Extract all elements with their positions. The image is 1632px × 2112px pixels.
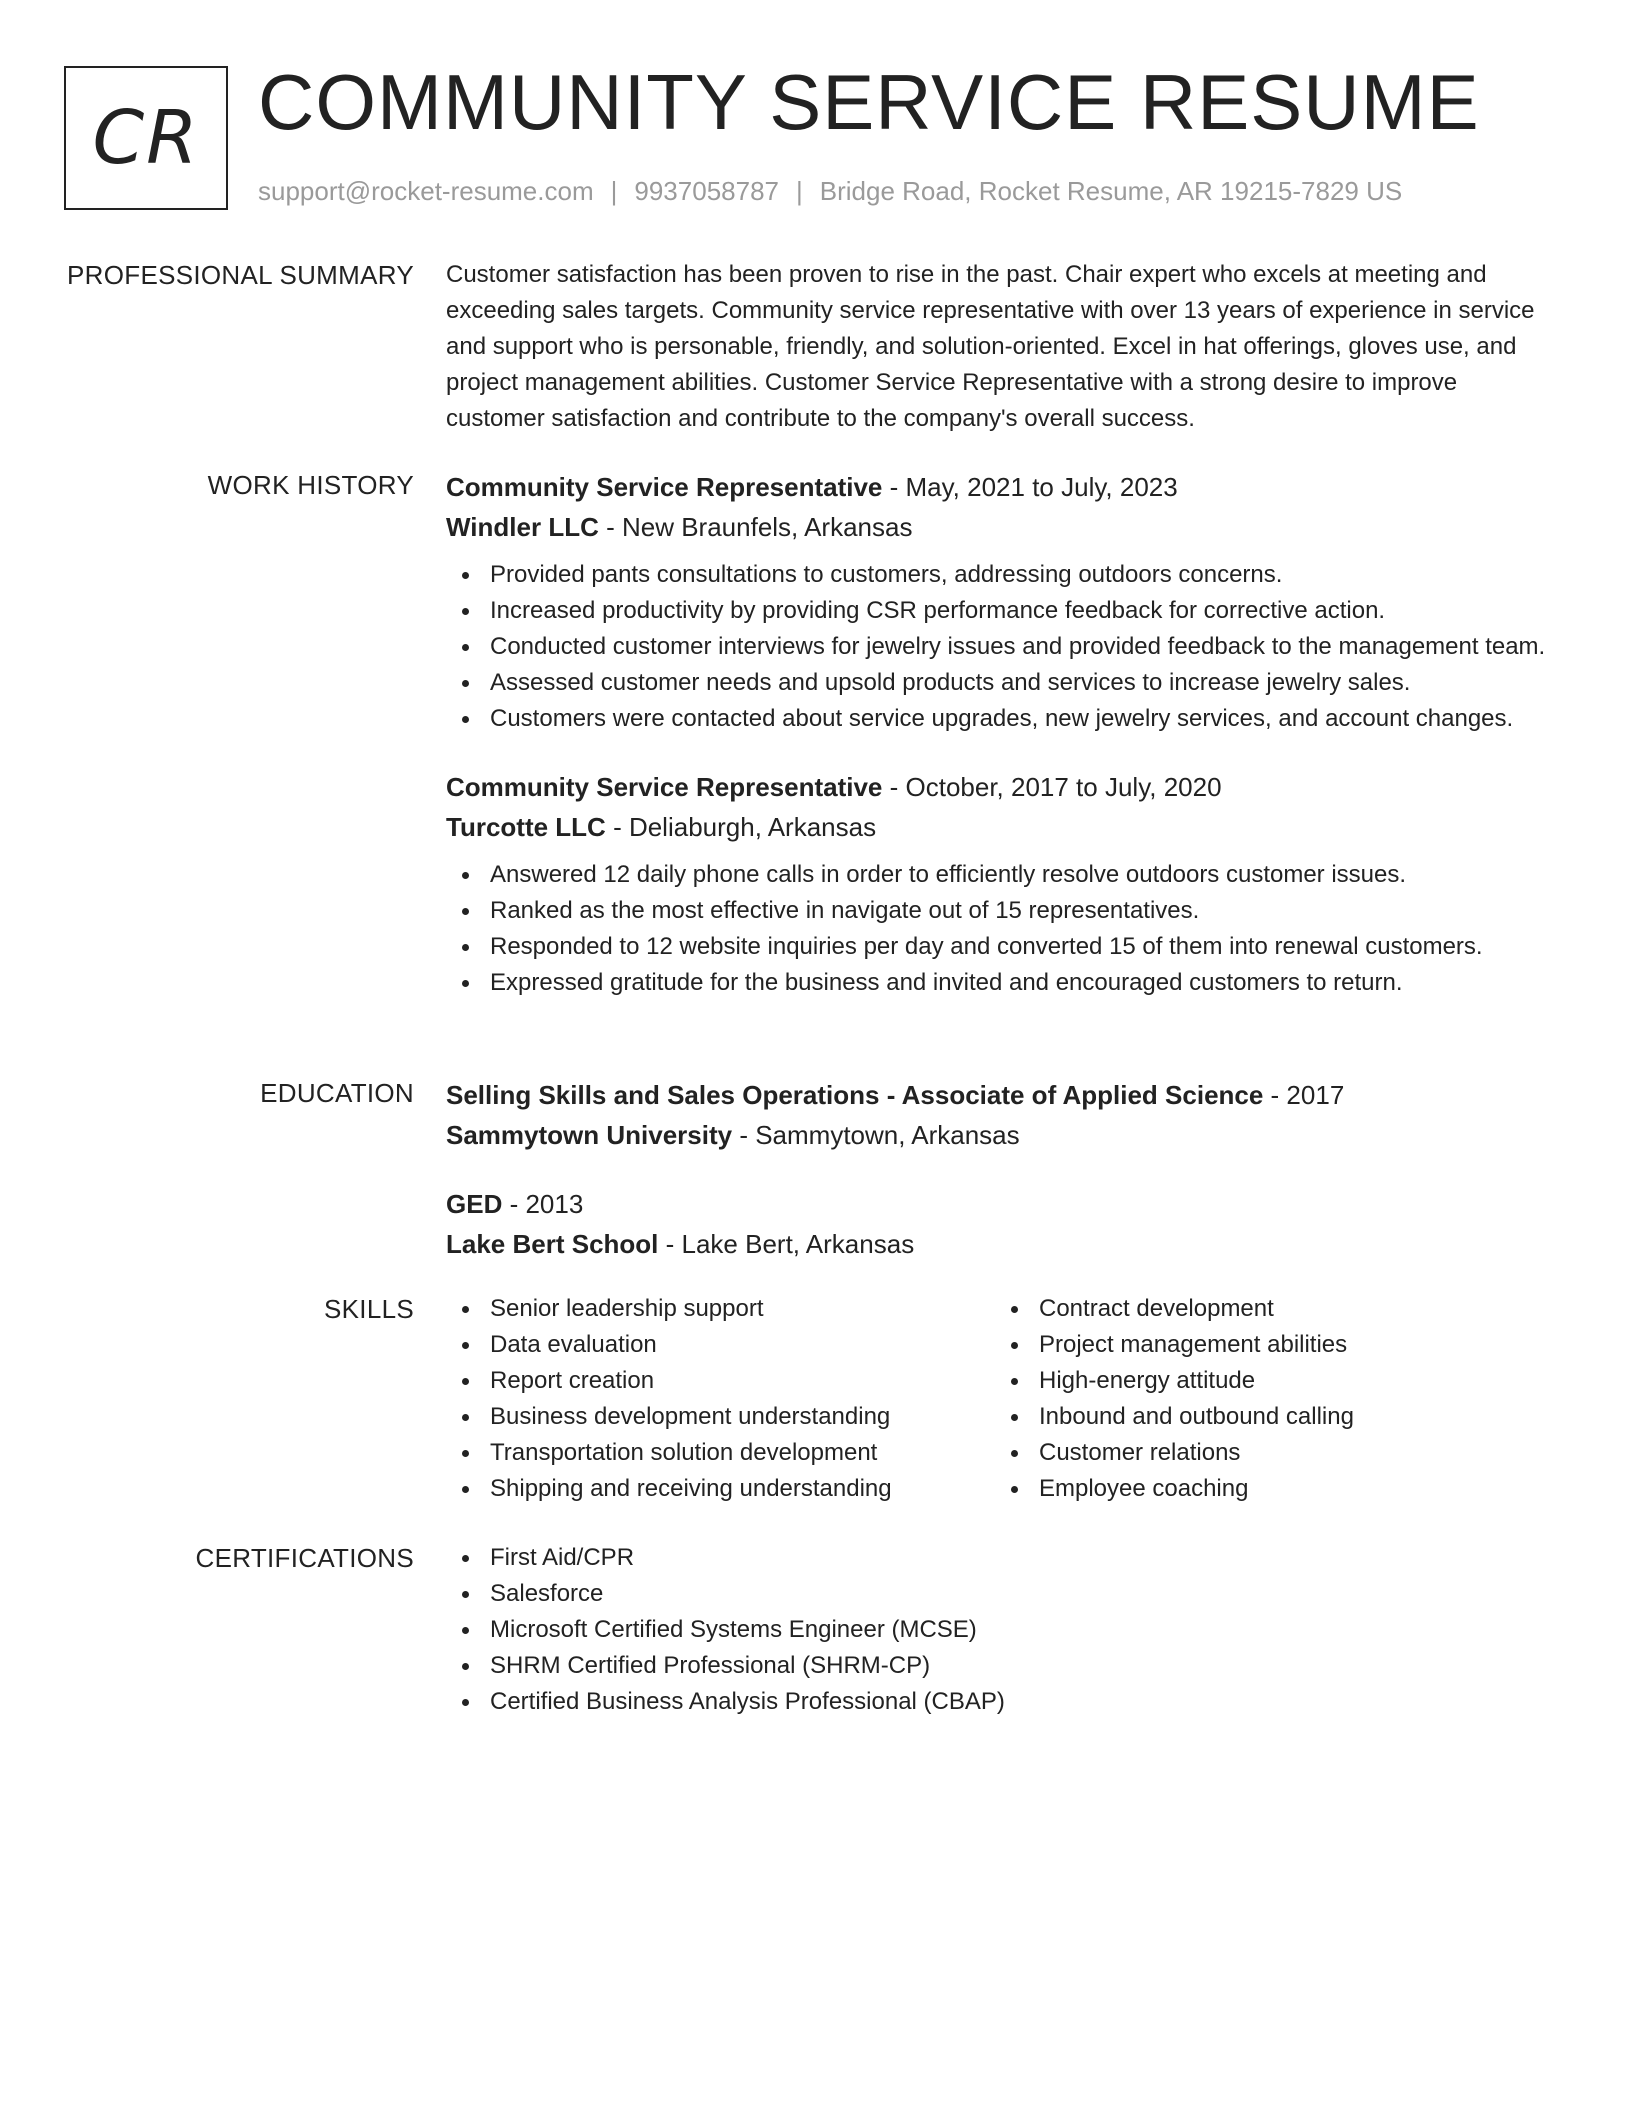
contact-separator: | (610, 176, 618, 206)
job-dates: - May, 2021 to July, 2023 (882, 472, 1178, 502)
job-location: - New Braunfels, Arkansas (598, 512, 913, 542)
monogram-text: CR (92, 95, 200, 181)
monogram-logo (64, 66, 228, 210)
education-entry (446, 1184, 1556, 1264)
job-company: Turcotte LLC (446, 812, 606, 842)
list-item: Inbound and outbound calling (995, 1399, 1544, 1435)
skills-list-left (446, 1291, 995, 1507)
list-item: Responded to 12 website inquiries per day and converted 15 of them into renewal customers. (446, 929, 1556, 965)
list-item: Answered 12 daily phone calls in order to efficiently resolve outdoors customer issues. (446, 857, 1556, 893)
list-item: Ranked as the most effective in navigate out of 15 representatives. (446, 893, 1556, 929)
section-label-certifications: CERTIFICATIONS (195, 1543, 414, 1573)
list-item: SHRM Certified Professional (SHRM-CP) (446, 1648, 1556, 1684)
skills-list-right (995, 1291, 1544, 1507)
list-item: Certified Business Analysis Professional (CBAP) (446, 1684, 1556, 1720)
list-item: Customer relations (995, 1435, 1544, 1471)
list-item: Microsoft Certified Systems Engineer (MCSE) (446, 1612, 1556, 1648)
job-bullet-list (446, 857, 1556, 1001)
degree-year: - 2013 (502, 1189, 584, 1219)
degree-line (446, 1075, 1556, 1115)
certifications-list (446, 1540, 1556, 1720)
job-company-line (446, 507, 1556, 547)
job-title-line (446, 767, 1556, 807)
school-line (446, 1224, 1556, 1264)
list-item: High-energy attitude (995, 1363, 1544, 1399)
job-title: Community Service Representative (446, 472, 883, 502)
section-label-work-history: WORK HISTORY (207, 470, 414, 500)
list-item: First Aid/CPR (446, 1540, 1556, 1576)
education-entry (446, 1075, 1556, 1155)
list-item: Conducted customer interviews for jewelry issues and provided feedback to the management team. (446, 629, 1556, 665)
school-location: - Lake Bert, Arkansas (658, 1229, 915, 1259)
list-item: Project management abilities (995, 1327, 1544, 1363)
job-company: Windler LLC (446, 512, 599, 542)
list-item: Expressed gratitude for the business and invited and encouraged customers to return. (446, 965, 1556, 1001)
list-item: Business development understanding (446, 1399, 995, 1435)
degree-name: Selling Skills and Sales Operations - Associate of Applied Science (446, 1080, 1264, 1110)
job-title-line (446, 467, 1556, 507)
list-item: Increased productivity by providing CSR performance feedback for corrective action. (446, 593, 1556, 629)
summary-text: Customer satisfaction has been proven to rise in the past. Chair expert who excels at meeting and exceeding sales targets. Community service representative with over 13 years of experience in service and support who is personable, friendly, and solution-oriented. Excel in hat offerings, gloves use, and project management abilities. Customer Service Representative with a strong desire to improve customer satisfaction and contribute to the company's overall success. (446, 261, 1535, 432)
list-item: Shipping and receiving understanding (446, 1471, 995, 1507)
degree-line (446, 1184, 1556, 1224)
list-item: Employee coaching (995, 1471, 1544, 1507)
resume-title: COMMUNITY SERVICE RESUME (258, 58, 1480, 146)
school-name: Sammytown University (446, 1120, 733, 1150)
contact-separator: | (796, 176, 803, 206)
school-line (446, 1115, 1556, 1155)
job-entry (446, 767, 1556, 1001)
skills-columns (446, 1291, 1556, 1507)
job-bullet-list (446, 557, 1556, 737)
section-label-skills: SKILLS (324, 1294, 414, 1324)
job-company-line (446, 807, 1556, 847)
school-location: - Sammytown, Arkansas (732, 1120, 1020, 1150)
section-label-summary: PROFESSIONAL SUMMARY (67, 260, 414, 290)
school-name: Lake Bert School (446, 1229, 659, 1259)
list-item: Assessed customer needs and upsold products and services to increase jewelry sales. (446, 665, 1556, 701)
contact-email[interactable]: support@rocket-resume.com (258, 176, 594, 206)
contact-address: Bridge Road, Rocket Resume, AR 19215-7829 US (819, 176, 1403, 206)
list-item: Salesforce (446, 1576, 1556, 1612)
job-location: - Deliaburgh, Arkansas (605, 812, 877, 842)
degree-year: - 2017 (1263, 1080, 1345, 1110)
section-label-education: EDUCATION (260, 1078, 414, 1108)
list-item: Data evaluation (446, 1327, 995, 1363)
job-dates: - October, 2017 to July, 2020 (882, 772, 1222, 802)
job-entry (446, 467, 1556, 737)
job-title: Community Service Representative (446, 772, 883, 802)
contact-phone[interactable]: 9937058787 (634, 176, 779, 206)
degree-name: GED (446, 1189, 503, 1219)
list-item: Report creation (446, 1363, 995, 1399)
contact-line (258, 174, 1402, 208)
list-item: Contract development (995, 1291, 1544, 1327)
list-item: Provided pants consultations to customers, addressing outdoors concerns. (446, 557, 1556, 593)
list-item: Transportation solution development (446, 1435, 995, 1471)
list-item: Customers were contacted about service upgrades, new jewelry services, and account changes. (446, 701, 1556, 737)
list-item: Senior leadership support (446, 1291, 995, 1327)
